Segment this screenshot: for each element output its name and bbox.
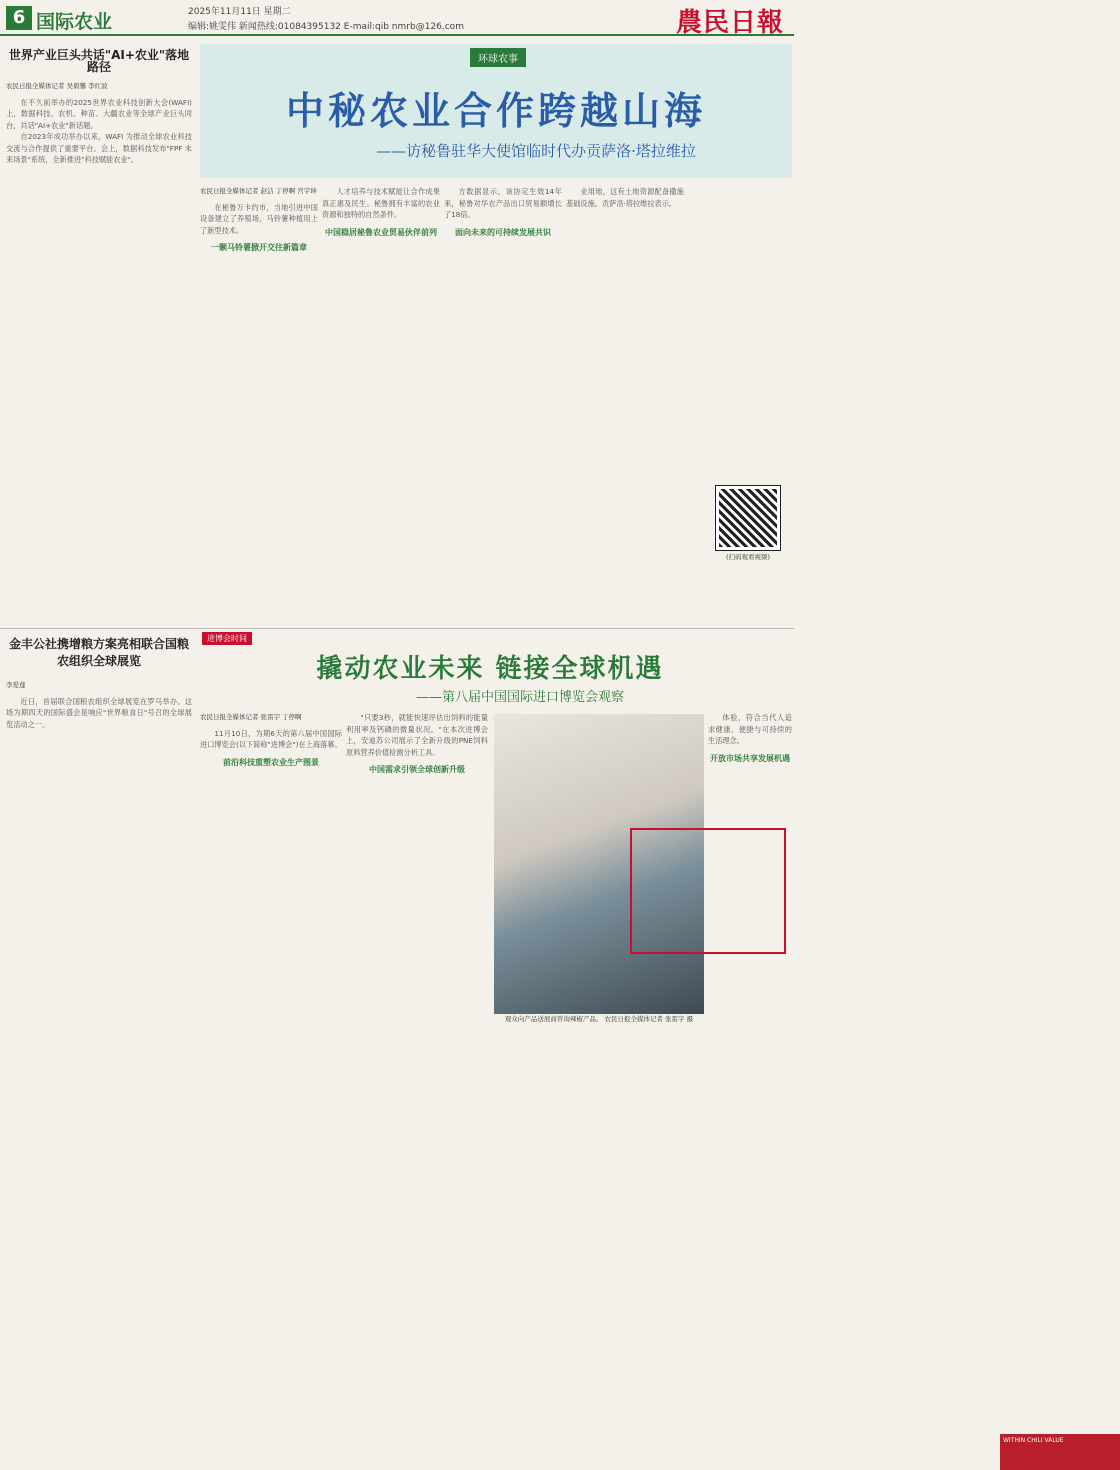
bottom-left-text: 近日，首届联合国粮农组织全球展览在罗马举办。这场为期四天的国际盛会是响应"世界粮食日"号召的全球展览活动之一。 <box>6 696 192 729</box>
feature-subhead: 面向未来的可持续发展共识 <box>455 227 551 237</box>
bottom-left-article <box>6 680 192 1135</box>
section-divider <box>0 628 794 629</box>
masthead-logo: 農民日報 <box>675 8 784 38</box>
issue-date: 2025年11月11日 星期二 <box>188 7 291 17</box>
expo-text: 体验，符合当代人追求健康、便捷与可持续的生活理念。 <box>708 713 792 745</box>
feature-kicker: 环球农事 <box>470 48 526 67</box>
feature-text: 方数据显示，该协定生效14年来，秘鲁对华农产品出口贸易额增长了18倍。 <box>444 187 562 219</box>
page-header <box>0 0 794 36</box>
feature-text: 人才培养与技术赋能让合作成果真正惠及民生。秘鲁拥有丰富的农业资源和独特的自然条件。 <box>322 187 440 219</box>
expo-byline: 农民日报全媒体记者 张雷宇 丁停啊 <box>200 713 302 721</box>
qr-code-icon[interactable] <box>716 486 780 550</box>
feature-subheadline: ——访秘鲁驻华大使馆临时代办贡萨洛·塔拉维拉 <box>376 142 696 160</box>
expo-subhead: 前沿科技重塑农业生产图景 <box>223 757 319 767</box>
feature-subhead: 一颗马铃薯掀开交往新篇章 <box>211 243 307 252</box>
photo-caption: 观众向产品送展商咨询辣椒产品。 农民日报全媒体记者 张雷宇 摄 <box>504 1015 694 1023</box>
section-title: 国际农业 <box>36 11 113 33</box>
feature-subhead: 中国稳居秘鲁农业贸易伙伴前列 <box>325 227 437 237</box>
feature-text: 在秘鲁万卡约市，当地引进中国设备建立了养殖场，马铃薯种植用上了新型技术。 <box>200 202 318 235</box>
feature-column-3 <box>444 186 562 616</box>
expo-subhead: 开放市场共享发展机遇 <box>710 753 790 763</box>
left-article-paragraph: 自2023年成功举办以来，WAFI 为推动全球农业科技交流与合作提供了重要平台。会上，数据科技发布"FPF 未来场景"系统，全新推进"科技赋能农业"。 <box>6 132 192 164</box>
left-article-byline: 农民日报全媒体记者 吴碧馨 李红波 <box>6 82 108 90</box>
feature-column-4 <box>566 186 684 616</box>
page-number: 6 <box>6 6 32 30</box>
left-article-paragraph: 在不久前举办的2025世界农业科技创新大会(WAFI)上，数据科技、农机、种苗、大疆农业等全球产业巨头同台，共话"AI+农业"新话题。 <box>6 97 192 130</box>
expo-column-2 <box>346 712 488 1132</box>
qr-caption: (扫码观看视频) <box>725 553 771 561</box>
expo-tag: 进博会时间 <box>202 632 252 645</box>
feature-byline: 农民日报全媒体记者 赵洁 丁停啊 宫宇坤 <box>200 187 317 195</box>
feature-text: 业用地，这有土地资源配备撒施基础设施。贡萨洛·塔拉维拉表示。 <box>566 187 684 208</box>
bottom-left-title: 金丰公社携增粮方案亮相联合国粮农组织全球展览 <box>8 637 189 668</box>
expo-column-1 <box>200 712 342 1132</box>
photo-banner: WITHIN CHILI VALUE <box>1000 1434 1120 1470</box>
feature-column-1 <box>200 186 318 616</box>
feature-column-5 <box>688 186 792 486</box>
feature-column-2 <box>322 186 440 616</box>
feature-headline: 中秘农业合作跨越山海 <box>285 88 706 133</box>
expo-headline: 撬动农业未来 链接全球机遇 <box>316 654 664 684</box>
expo-column-3 <box>494 1028 704 1136</box>
expo-subheadline: ——第八届中国国际进口博览会观察 <box>415 690 624 705</box>
editor-line: 编辑:姚雯伟 新闻热线:01084395132 E-mail:qib nmrb@126.com <box>188 22 464 32</box>
expo-subhead: 中国需求引领全球创新升级 <box>369 765 465 774</box>
bottom-left-byline: 李爱莲 <box>6 681 26 689</box>
left-article <box>6 44 192 624</box>
expo-text: 11月10日，为期6天的第八届中国国际进口博览会(以下简称"进博会")在上海落幕。 <box>200 728 342 749</box>
expo-text: "只要3秒，就能快速评估出饲料的能量利用率及钙磷的微量状况。"在本次进博会上，安迪苏公司展示了全新升级的PNE饲料原料营养价值检测分析工具。 <box>346 713 488 757</box>
highlight-box <box>630 828 786 954</box>
left-article-title: 世界产业巨头共话"AI+农业"落地路径 <box>8 48 190 74</box>
